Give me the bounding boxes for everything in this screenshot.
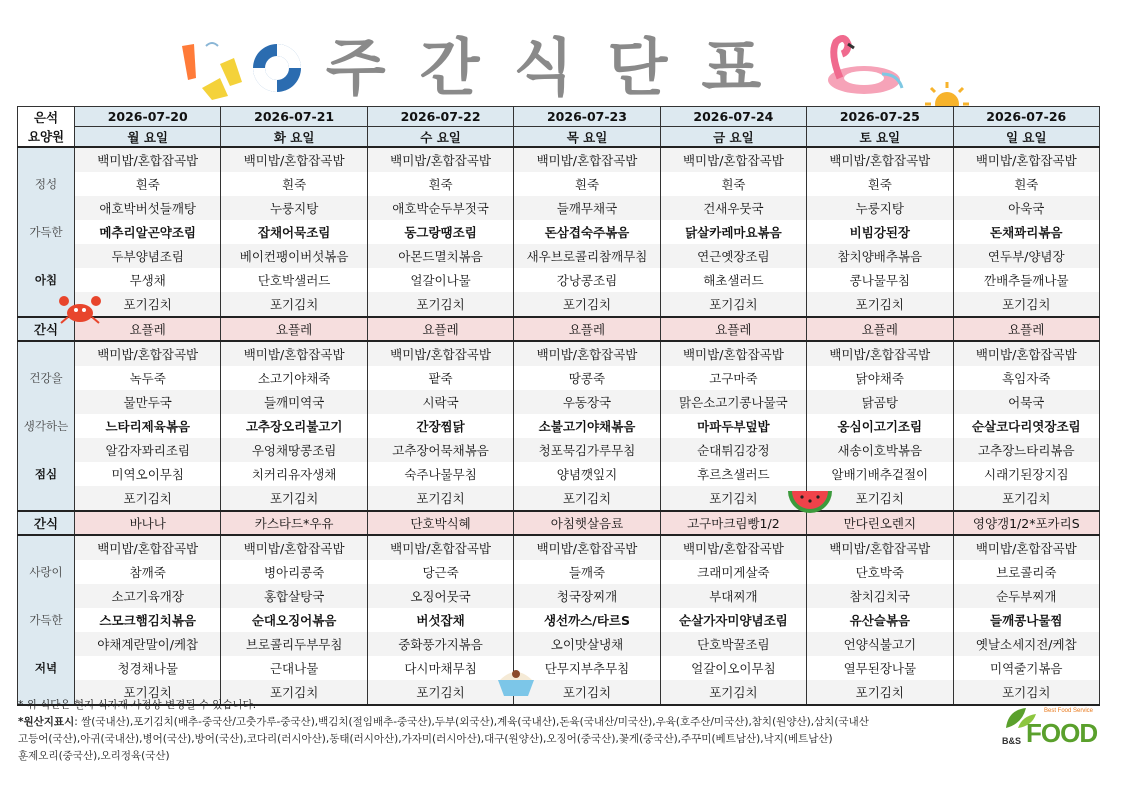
breakfast-dish: 포기김치 xyxy=(660,292,806,317)
lunch-row xyxy=(18,341,1100,366)
breakfast-dish: 포기김치 xyxy=(75,292,221,317)
dinner-dish: 오징어뭇국 xyxy=(367,584,513,608)
breakfast-dish: 흰죽 xyxy=(953,172,1099,196)
breakfast-row xyxy=(18,172,1100,196)
dinner-row xyxy=(18,560,1100,584)
breakfast-dish: 아몬드멸치볶음 xyxy=(367,244,513,268)
date-cell: 2026-07-21 xyxy=(221,107,367,127)
breakfast-dish: 새우브로콜리참깨무침 xyxy=(514,244,660,268)
lunch-dish: 소고기야채죽 xyxy=(221,366,367,390)
dinner-dish: 스모크햄김치볶음 xyxy=(75,608,221,632)
breakfast-dish: 얼갈이나물 xyxy=(367,268,513,292)
lunch-dish: 백미밥/혼합잡곡밥 xyxy=(221,341,367,366)
breakfast-dish: 애호박버섯들깨탕 xyxy=(75,196,221,220)
lunch-dish: 포기김치 xyxy=(807,486,953,511)
breakfast-dish: 비빔강된장 xyxy=(807,220,953,244)
breakfast-dish: 동그랑땡조림 xyxy=(367,220,513,244)
lunch-dish: 우동장국 xyxy=(514,390,660,414)
breakfast-dish: 백미밥/혼합잡곡밥 xyxy=(660,147,806,172)
breakfast-dish: 포기김치 xyxy=(807,292,953,317)
dinner-label xyxy=(18,584,75,608)
breakfast-label: 가득한 xyxy=(18,220,75,244)
lunch-dish: 포기김치 xyxy=(514,486,660,511)
lunch-dish: 닭야채죽 xyxy=(807,366,953,390)
lunch-label: 생각하는 xyxy=(18,414,75,438)
lunch-dish: 미역오이무침 xyxy=(75,462,221,486)
dinner-dish: 생선까스/타르S xyxy=(514,608,660,632)
dinner-dish: 참깨죽 xyxy=(75,560,221,584)
breakfast-dish: 메추리알곤약조림 xyxy=(75,220,221,244)
lunch-dish: 포기김치 xyxy=(221,486,367,511)
dinner-dish: 열무된장나물 xyxy=(807,656,953,680)
title-char: 간 xyxy=(419,31,514,104)
lunch-label: 점심 xyxy=(18,462,75,486)
breakfast-dish: 백미밥/혼합잡곡밥 xyxy=(367,147,513,172)
breakfast-row xyxy=(18,268,1100,292)
dinner-row xyxy=(18,632,1100,656)
lunch-dish: 흑임자죽 xyxy=(953,366,1099,390)
snack-item: 요플레 xyxy=(807,317,953,341)
breakfast-dish: 흰죽 xyxy=(514,172,660,196)
dinner-dish: 크래미게살죽 xyxy=(660,560,806,584)
dinner-dish: 유산슬볶음 xyxy=(807,608,953,632)
dinner-dish: 포기김치 xyxy=(953,680,1099,705)
breakfast-dish: 두부양념조림 xyxy=(75,244,221,268)
breakfast-dish: 단호박샐러드 xyxy=(221,268,367,292)
dinner-dish: 미역줄기볶음 xyxy=(953,656,1099,680)
dinner-dish: 오이맛살냉채 xyxy=(514,632,660,656)
breakfast-dish: 무생채 xyxy=(75,268,221,292)
lunch-dish: 녹두죽 xyxy=(75,366,221,390)
lunch-label xyxy=(18,341,75,366)
lunch-row xyxy=(18,486,1100,511)
dinner-dish: 백미밥/혼합잡곡밥 xyxy=(953,535,1099,560)
weekday-cell: 토 요일 xyxy=(807,127,953,148)
date-header-row xyxy=(18,107,1100,127)
dinner-dish: 브로콜리죽 xyxy=(953,560,1099,584)
dinner-dish: 야채계란말이/케찹 xyxy=(75,632,221,656)
dinner-dish: 소고기육개장 xyxy=(75,584,221,608)
dinner-dish: 포기김치 xyxy=(75,680,221,705)
dinner-dish: 청경채나물 xyxy=(75,656,221,680)
dinner-dish: 포기김치 xyxy=(221,680,367,705)
snack-item: 요플레 xyxy=(367,317,513,341)
date-cell: 2026-07-26 xyxy=(953,107,1099,127)
title-char: 주 xyxy=(325,31,420,104)
dinner-dish: 브로콜리두부무침 xyxy=(221,632,367,656)
weekday-cell: 일 요일 xyxy=(953,127,1099,148)
flamingo-float-icon xyxy=(818,34,904,98)
weekday-cell: 수 요일 xyxy=(367,127,513,148)
lunch-dish: 순살코다리엿장조림 xyxy=(953,414,1099,438)
lunch-row xyxy=(18,462,1100,486)
breakfast-dish: 콩나물무침 xyxy=(807,268,953,292)
logo-tagline: Best Food Service xyxy=(1044,708,1094,714)
dinner-dish: 병아리콩죽 xyxy=(221,560,367,584)
flippers-icon xyxy=(176,38,248,100)
breakfast-dish: 백미밥/혼합잡곡밥 xyxy=(807,147,953,172)
breakfast-label xyxy=(18,196,75,220)
lunch-dish: 고추장어묵채볶음 xyxy=(367,438,513,462)
company-logo xyxy=(1000,706,1100,756)
dinner-label xyxy=(18,632,75,656)
lunch-dish: 포기김치 xyxy=(660,486,806,511)
breakfast-dish: 흰죽 xyxy=(660,172,806,196)
lunch-dish: 땅콩죽 xyxy=(514,366,660,390)
breakfast-label: 정성 xyxy=(18,172,75,196)
dinner-label: 가득한 xyxy=(18,608,75,632)
dinner-row xyxy=(18,608,1100,632)
shaved-ice-icon xyxy=(496,664,536,700)
lunch-row xyxy=(18,366,1100,390)
snack-item: 요플레 xyxy=(514,317,660,341)
lunch-dish: 백미밥/혼합잡곡밥 xyxy=(367,341,513,366)
lunch-dish: 옹심이고기조림 xyxy=(807,414,953,438)
dinner-dish: 청국장찌개 xyxy=(514,584,660,608)
breakfast-dish: 흰죽 xyxy=(75,172,221,196)
weekday-header-row xyxy=(18,127,1100,148)
lunch-dish: 백미밥/혼합잡곡밥 xyxy=(514,341,660,366)
swim-ring-icon xyxy=(246,38,308,98)
breakfast-row xyxy=(18,147,1100,172)
breakfast-row xyxy=(18,220,1100,244)
lunch-dish: 고추장오리불고기 xyxy=(221,414,367,438)
dinner-label xyxy=(18,535,75,560)
change-notice: * 위 식단은 현지 식자재 사정상 변경될 수 있습니다. xyxy=(18,699,257,711)
lunch-dish: 간장찜닭 xyxy=(367,414,513,438)
breakfast-dish: 강낭콩조림 xyxy=(514,268,660,292)
breakfast-dish: 흰죽 xyxy=(807,172,953,196)
weekly-menu-table xyxy=(17,106,1100,706)
lunch-dish: 백미밥/혼합잡곡밥 xyxy=(75,341,221,366)
breakfast-dish: 돈채꽈리볶음 xyxy=(953,220,1099,244)
lunch-row xyxy=(18,414,1100,438)
dinner-dish: 참치김치국 xyxy=(807,584,953,608)
date-cell: 2026-07-23 xyxy=(514,107,660,127)
origin-line xyxy=(18,714,998,731)
lunch-dish: 고추장느타리볶음 xyxy=(953,438,1099,462)
lunch-label xyxy=(18,438,75,462)
lunch-dish: 알배기배추겉절이 xyxy=(807,462,953,486)
snack-item: 단호박식혜 xyxy=(367,511,513,535)
breakfast-dish: 누룽지탕 xyxy=(807,196,953,220)
snack-item: 만다린오렌지 xyxy=(807,511,953,535)
breakfast-dish: 돈삼겹숙주볶음 xyxy=(514,220,660,244)
lunch-dish: 맑은소고기콩나물국 xyxy=(660,390,806,414)
breakfast-dish: 포기김치 xyxy=(514,292,660,317)
breakfast-dish: 백미밥/혼합잡곡밥 xyxy=(514,147,660,172)
weekday-cell: 월 요일 xyxy=(75,127,221,148)
dinner-dish: 부대찌개 xyxy=(660,584,806,608)
dinner-dish: 중화풍가지볶음 xyxy=(367,632,513,656)
breakfast-dish: 닭살카레마요볶음 xyxy=(660,220,806,244)
dinner-dish: 순두부찌개 xyxy=(953,584,1099,608)
origin-label: *원산지표시 xyxy=(18,716,75,728)
origin-line: 고등어(국산),아귀(국내산),병어(국산),방어(국산),코다리(러시아산),동태(러시아산),가자미(러시아산),대구(원양산),오징어(중국산),꽃게(중국산),주꾸미(베트남산),낙지(베트남산) xyxy=(18,733,833,745)
dinner-label: 사랑이 xyxy=(18,560,75,584)
breakfast-dish: 백미밥/혼합잡곡밥 xyxy=(75,147,221,172)
title-char: 단 xyxy=(607,31,702,104)
snack-item: 요플레 xyxy=(660,317,806,341)
breakfast-row xyxy=(18,292,1100,317)
origin-line: 훈제오리(중국산),오리정육(국산) xyxy=(18,750,170,762)
breakfast-label xyxy=(18,147,75,172)
snack-item: 카스타드*우유 xyxy=(221,511,367,535)
breakfast-dish: 애호박순두부젓국 xyxy=(367,196,513,220)
lunch-label: 건강을 xyxy=(18,366,75,390)
dinner-dish: 들깨콩나물찜 xyxy=(953,608,1099,632)
snack-item: 바나나 xyxy=(75,511,221,535)
breakfast-dish: 베이컨팽이버섯볶음 xyxy=(221,244,367,268)
breakfast-dish: 포기김치 xyxy=(221,292,367,317)
dinner-dish: 포기김치 xyxy=(514,680,660,705)
breakfast-dish: 흰죽 xyxy=(367,172,513,196)
dinner-dish: 순살가자미양념조림 xyxy=(660,608,806,632)
lunch-dish: 포기김치 xyxy=(953,486,1099,511)
lunch-dish: 알감자꽈리조림 xyxy=(75,438,221,462)
snack-row xyxy=(18,317,1100,341)
date-cell: 2026-07-24 xyxy=(660,107,806,127)
snack-item: 영양갱1/2*포카리S xyxy=(953,511,1099,535)
breakfast-dish: 들깨무채국 xyxy=(514,196,660,220)
weekday-cell: 목 요일 xyxy=(514,127,660,148)
weekday-cell: 금 요일 xyxy=(660,127,806,148)
lunch-dish: 백미밥/혼합잡곡밥 xyxy=(953,341,1099,366)
dinner-dish: 단호박꿀조림 xyxy=(660,632,806,656)
title-char: 식 xyxy=(513,31,608,104)
dinner-dish: 포기김치 xyxy=(660,680,806,705)
dinner-dish: 옛날소세지전/케찹 xyxy=(953,632,1099,656)
menu-body xyxy=(18,147,1100,705)
breakfast-dish: 참치양배추볶음 xyxy=(807,244,953,268)
dinner-label: 저녁 xyxy=(18,656,75,680)
lunch-dish: 고구마죽 xyxy=(660,366,806,390)
breakfast-label xyxy=(18,244,75,268)
dinner-dish: 순대오징어볶음 xyxy=(221,608,367,632)
breakfast-dish: 백미밥/혼합잡곡밥 xyxy=(953,147,1099,172)
footnotes xyxy=(18,697,998,765)
lunch-dish: 새송이호박볶음 xyxy=(807,438,953,462)
dinner-dish: 다시마채무침 xyxy=(367,656,513,680)
breakfast-dish: 포기김치 xyxy=(367,292,513,317)
origin-text: : 쌀(국내산),포기김치(배추-중국산/고춧가루-중국산),백김치(절임배추-중국산),두부(외국산),계육(국내산),돈육(국내산/미국산),우육(호주산/미국산),참치(원양산),삼치(국내산 xyxy=(74,716,869,728)
dinner-dish: 백미밥/혼합잡곡밥 xyxy=(660,535,806,560)
title-char: 표 xyxy=(701,31,796,104)
breakfast-dish: 해초샐러드 xyxy=(660,268,806,292)
dinner-dish: 단무지부추무침 xyxy=(514,656,660,680)
dinner-dish: 백미밥/혼합잡곡밥 xyxy=(367,535,513,560)
logo-brand: FOOD xyxy=(1026,718,1098,748)
snack-item: 요플레 xyxy=(75,317,221,341)
crab-icon xyxy=(58,293,102,327)
lunch-dish: 팥죽 xyxy=(367,366,513,390)
snack-item: 요플레 xyxy=(953,317,1099,341)
dinner-row xyxy=(18,584,1100,608)
snack-label: 간식 xyxy=(18,511,75,535)
lunch-dish: 포기김치 xyxy=(75,486,221,511)
dinner-dish: 얼갈이오이무침 xyxy=(660,656,806,680)
dinner-dish: 백미밥/혼합잡곡밥 xyxy=(514,535,660,560)
breakfast-dish: 포기김치 xyxy=(953,292,1099,317)
lunch-dish: 시래기된장지짐 xyxy=(953,462,1099,486)
dinner-dish: 백미밥/혼합잡곡밥 xyxy=(75,535,221,560)
lunch-label xyxy=(18,486,75,511)
lunch-dish: 느타리제육볶음 xyxy=(75,414,221,438)
breakfast-dish: 연두부/양념장 xyxy=(953,244,1099,268)
dinner-dish: 포기김치 xyxy=(807,680,953,705)
breakfast-dish: 아욱국 xyxy=(953,196,1099,220)
date-cell: 2026-07-20 xyxy=(75,107,221,127)
breakfast-dish: 누룽지탕 xyxy=(221,196,367,220)
dinner-dish: 버섯잡채 xyxy=(367,608,513,632)
breakfast-row xyxy=(18,196,1100,220)
lunch-dish: 백미밥/혼합잡곡밥 xyxy=(807,341,953,366)
weekday-cell: 화 요일 xyxy=(221,127,367,148)
lunch-dish: 우엉채땅콩조림 xyxy=(221,438,367,462)
breakfast-label: 아침 xyxy=(18,268,75,292)
lunch-dish: 청포묵김가루무침 xyxy=(514,438,660,462)
snack-row xyxy=(18,511,1100,535)
lunch-dish: 치커리유자생채 xyxy=(221,462,367,486)
snack-item: 요플레 xyxy=(221,317,367,341)
dinner-row xyxy=(18,535,1100,560)
dinner-dish: 포기김치 xyxy=(367,680,513,705)
dinner-dish: 홍합살탕국 xyxy=(221,584,367,608)
snack-item: 아침햇살음료 xyxy=(514,511,660,535)
date-cell: 2026-07-22 xyxy=(367,107,513,127)
logo-prefix: B&S xyxy=(1002,736,1022,746)
lunch-dish: 소불고기야채볶음 xyxy=(514,414,660,438)
dinner-dish: 당근죽 xyxy=(367,560,513,584)
dinner-dish: 백미밥/혼합잡곡밥 xyxy=(807,535,953,560)
dinner-dish: 근대나물 xyxy=(221,656,367,680)
dinner-row xyxy=(18,656,1100,680)
lunch-dish: 들깨미역국 xyxy=(221,390,367,414)
facility-name-top: 은석 xyxy=(18,107,75,127)
lunch-label xyxy=(18,390,75,414)
lunch-row xyxy=(18,390,1100,414)
lunch-dish: 어묵국 xyxy=(953,390,1099,414)
lunch-dish: 포기김치 xyxy=(367,486,513,511)
watermelon-icon xyxy=(786,487,834,517)
breakfast-dish: 흰죽 xyxy=(221,172,367,196)
breakfast-dish: 연근옛장조림 xyxy=(660,244,806,268)
dinner-dish: 백미밥/혼합잡곡밥 xyxy=(221,535,367,560)
lunch-dish: 후르츠샐러드 xyxy=(660,462,806,486)
lunch-dish: 양념깻잎지 xyxy=(514,462,660,486)
breakfast-dish: 깐배추들깨나물 xyxy=(953,268,1099,292)
breakfast-dish: 백미밥/혼합잡곡밥 xyxy=(221,147,367,172)
breakfast-dish: 잡채어묵조림 xyxy=(221,220,367,244)
snack-label: 간식 xyxy=(18,317,75,341)
facility-name-bottom: 요양원 xyxy=(18,127,75,148)
lunch-dish: 마파두부덮밥 xyxy=(660,414,806,438)
breakfast-row xyxy=(18,244,1100,268)
breakfast-dish: 건새우뭇국 xyxy=(660,196,806,220)
lunch-dish: 숙주나물무침 xyxy=(367,462,513,486)
dinner-dish: 언양식불고기 xyxy=(807,632,953,656)
date-cell: 2026-07-25 xyxy=(807,107,953,127)
lunch-dish: 시락국 xyxy=(367,390,513,414)
dinner-dish: 단호박죽 xyxy=(807,560,953,584)
lunch-row xyxy=(18,438,1100,462)
lunch-dish: 닭곰탕 xyxy=(807,390,953,414)
dinner-dish: 들깨죽 xyxy=(514,560,660,584)
snack-item: 고구마크림빵1/2 xyxy=(660,511,806,535)
lunch-dish: 물만두국 xyxy=(75,390,221,414)
lunch-dish: 순대튀김강정 xyxy=(660,438,806,462)
lunch-dish: 백미밥/혼합잡곡밥 xyxy=(660,341,806,366)
